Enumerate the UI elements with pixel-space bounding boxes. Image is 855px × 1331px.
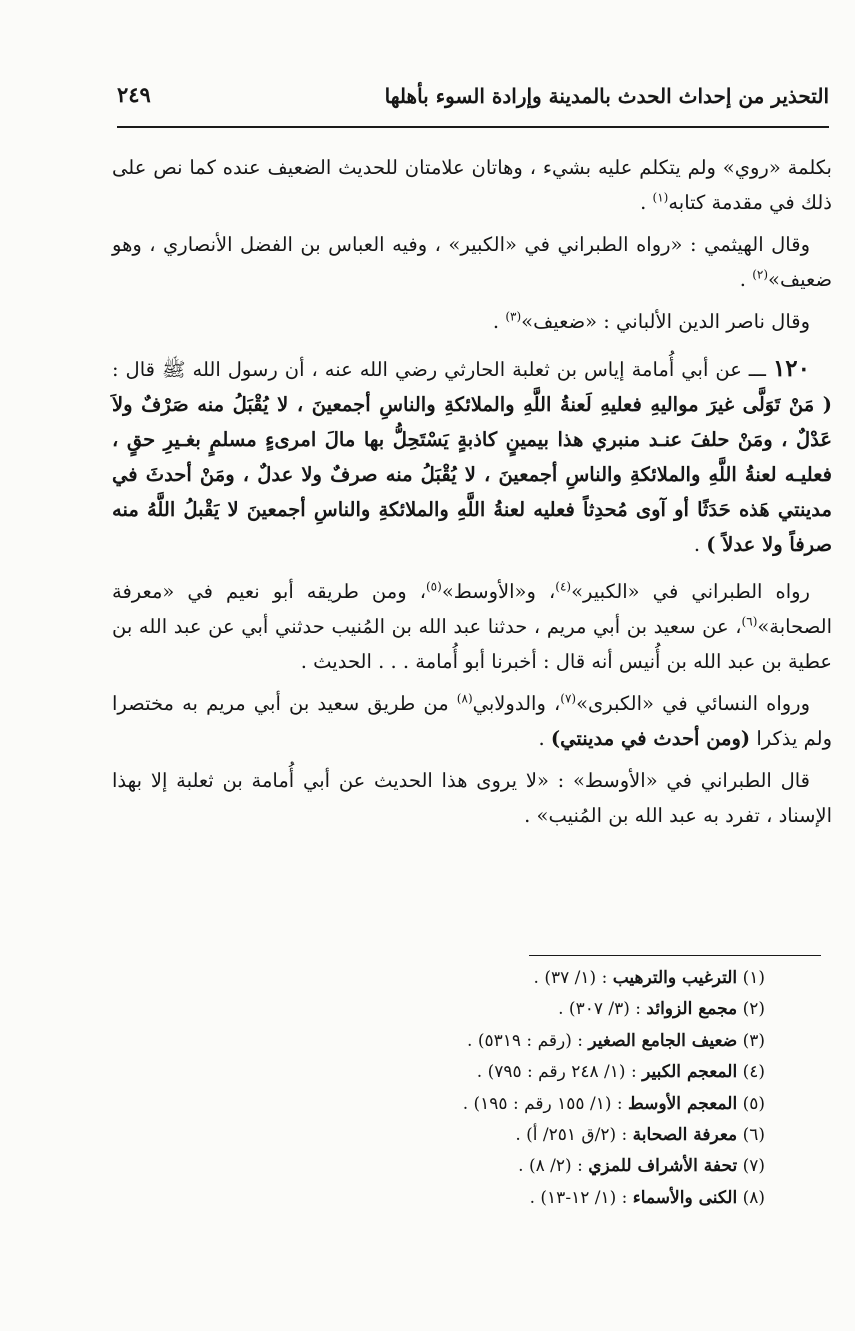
- footnote: (٤) المعجم الكبير : (١/ ٢٤٨ رقم : ٧٩٥) .: [476, 1062, 765, 1083]
- paragraph: وقال الهيثمي : «رواه الطبراني في «الكبير» ، وفيه العباس بن الفضل الأنصاري ، وهو ضعيف»$^{(٢)}$ .: [112, 233, 832, 291]
- footnotes: [305, 963, 765, 1214]
- footnote-ref: (٥): [425, 579, 442, 594]
- main-text: [112, 150, 832, 840]
- footnote-ref: (٤): [555, 579, 572, 594]
- running-header: [117, 78, 829, 118]
- footnote-ref: (١): [652, 190, 669, 205]
- footnote: (٣) ضعيف الجامع الصغير : (رقم : ٥٣١٩) .: [467, 1030, 765, 1051]
- paragraph: ورواه النسائي في «الكبرى»$^{(٧)}$، والدولابي$^{(٨)}$ من طريق سعيد بن أبي مريم به مختصرا ولم يذكرا (ومن أحدث في مدينتي) .: [112, 691, 832, 750]
- footnote-ref: (٢): [752, 267, 769, 282]
- footnote-ref: (٦): [741, 614, 758, 629]
- hadith-text: ( مَنْ تَوَلَّى غيرَ مواليهِ فعليهِ لَعنةُ اللَّهِ والملائكةِ والناسِ أجمعينَ ، لا يُقْبَلُ منه صَرْفٌ ولاَ عَدْلٌ ، ومَنْ حلفَ عنـد منبري هذا بيمينٍ كاذبةٍ يَسْتَحِلُّ بها مالَ امرىءٍ مسلمٍ بغـيرِ حقٍ ، فعليـه لعنةُ اللَّهِ والملائكةِ والناسِ أجمعينَ ، لا يُقْبَلُ منه صرفٌ ولا عدلٌ ، ومَنْ أحدثَ في مدينتي هَذه حَدَثًا أو آوى مُحدِثاً فعليه لعنةُ اللَّهِ والملائكةِ والناسِ أجمعينَ لا يَقْبلُ اللَّهُ منه صرفاً ولا عدلاً ): [112, 393, 832, 556]
- running-title: التحذير من إحداث الحدث بالمدينة وإرادة السوء بأهلها: [384, 84, 829, 108]
- footnote: (٨) الكنى والأسماء : (١/ ١٢-١٣) .: [529, 1187, 765, 1208]
- paragraph: قال الطبراني في «الأوسط» : «لا يروى هذا الحديث عن أبي أُمامة بن ثعلبة إلا بهذا الإسناد ، تفرد به عبد الله بن المُنيب» .: [112, 769, 832, 827]
- footnote-ref: (٧): [560, 691, 577, 706]
- paragraph: رواه الطبراني في «الكبير»$^{(٤)}$، و«الأوسط»$^{(٥)}$، ومن طريقه أبو نعيم في «معرفة الصحابة»$^{(٦)}$، عن سعيد بن أبي مريم ، حدثنا عبد الله بن المُنيب حدثني أبي عن عبد الله بن عطية بن عبد الله بن أُنيس أنه قال : أخبرنا أبو أُمامة . . . الحديث .: [112, 579, 832, 673]
- footnote: (٧) تحفة الأشراف للمزي : (٢/ ٨) .: [518, 1156, 765, 1177]
- footnote: (١) الترغيب والترهيب : (١/ ٣٧) .: [533, 968, 765, 988]
- page-number: ٢٤٩: [117, 82, 151, 107]
- header-rule: [117, 126, 829, 128]
- footnote-rule: [529, 955, 821, 956]
- footnote: (٦) معرفة الصحابة : (٢/ق ٢٥١/ أ) .: [515, 1125, 765, 1146]
- footnote: (٢) مجمع الزوائد : (٣/ ٣٠٧) .: [558, 999, 765, 1020]
- footnote-ref: (٣): [505, 309, 522, 324]
- paragraph: وقال ناصر الدين الألباني : «ضعيف»$^{(٣)}$ .: [492, 309, 810, 333]
- footnote-ref: (٨): [456, 691, 473, 706]
- paragraph: بكلمة «روي» ولم يتكلم عليه بشيء ، وهاتان علامتان للحديث الضعيف عنده كما نص على ذلك في مقدمة كتابه$^{(١)}$ .: [112, 156, 832, 214]
- hadith-number: ١٢٠: [772, 355, 810, 382]
- footnote: (٥) المعجم الأوسط : (١/ ١٥٥ رقم : ١٩٥) .: [462, 1093, 765, 1114]
- hadith-paragraph: ١٢٠ ـــ عن أبي أُمامة إياس بن ثعلبة الحارثي رضي الله عنه ، أن رسول الله ﷺ قال : ( مَنْ تَوَلَّى غيرَ مواليهِ فعليهِ لَعنةُ اللَّهِ والملائكةِ والناسِ أجمعينَ ، لا يُقْبَلُ منه صَرْفٌ ولاَ عَدْلٌ ، ومَنْ حلفَ عنـد منبري هذا بيمينٍ كاذبةٍ يَسْتَحِلُّ بها مالَ امرىءٍ مسلمٍ بغـيرِ حقٍ ، فعليـه لعنةُ اللَّهِ والملائكةِ والناسِ أجمعينَ ، لا يُقْبَلُ منه صرفٌ ولا عدلٌ ، ومَنْ أحدثَ في مدينتي هَذه حَدَثًا أو آوى مُحدِثاً فعليه لعنةُ اللَّهِ والملائكةِ والناسِ أجمعينَ لا يَقْبلُ اللَّهُ منه صرفاً ولا عدلاً ) .: [112, 355, 832, 556]
